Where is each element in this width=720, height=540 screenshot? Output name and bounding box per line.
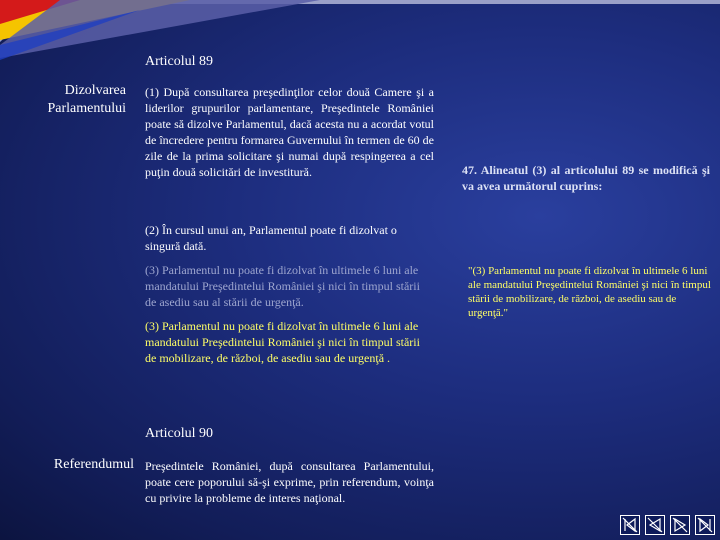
next-slide-button[interactable] <box>670 515 690 535</box>
article-89-label-line2: Parlamentului <box>47 101 126 116</box>
last-slide-icon <box>696 516 714 534</box>
next-slide-icon <box>671 516 689 534</box>
article-89-paragraph-1: (1) După consultarea preşedinţilor celor două Camere şi a liderilor grupurilor parlamentare, Preşedintele României poate să dizolve Parlamentul, dacă acesta nu a acordat votul de încredere pentru formarea Guvernului în termen de 60 de zile de la prima solicitare şi numai după respingerea a cel puţin două solicitări de investitură. <box>145 85 434 179</box>
article-90-paragraph-1: Preşedintele României, după consultarea Parlamentului, poate cere poporului să-şi exprime, prin referendum, voinţa cu privire la probleme de interes naţional. <box>145 459 434 505</box>
article-89-paragraph-2: (2) În cursul unui an, Parlamentul poate fi dizolvat o singură dată. <box>145 223 397 253</box>
article-89-label-line1: Dizolvarea <box>64 83 126 98</box>
amendment-text: "(3) Parlamentul nu poate fi dizolvat în ultimele 6 luni ale mandatului Preşedintelui României şi nici în timpul stării de mobilizare, de război, de asediu sau de urgenţă." <box>468 265 711 319</box>
corner-decoration <box>0 0 720 60</box>
article-89-paragraph-3-old: (3) Parlamentul nu poate fi dizolvat în ultimele 6 luni ale mandatului Preşedintelui României şi nici în timpul stării de asediu sau al stării de urgenţă. <box>145 263 420 309</box>
first-slide-button[interactable] <box>620 515 640 535</box>
article-89-label <box>10 82 126 118</box>
article-89-title: Articolul 89 <box>145 54 214 69</box>
first-slide-icon <box>621 516 639 534</box>
previous-slide-icon <box>646 516 664 534</box>
amendment-heading: 47. Alineatul (3) al articolului 89 se modifică şi va avea următorul cuprins: <box>462 163 710 193</box>
article-90-label: Referendumul <box>53 457 134 472</box>
article-90-title: Articolul 90 <box>145 426 214 441</box>
previous-slide-button[interactable] <box>645 515 665 535</box>
article-89-paragraph-3-new: (3) Parlamentul nu poate fi dizolvat în ultimele 6 luni ale mandatului Preşedintelui României şi nici în timpul stării de mobilizare, de război, de asediu sau de urgenţă . <box>145 319 420 365</box>
last-slide-button[interactable] <box>695 515 715 535</box>
